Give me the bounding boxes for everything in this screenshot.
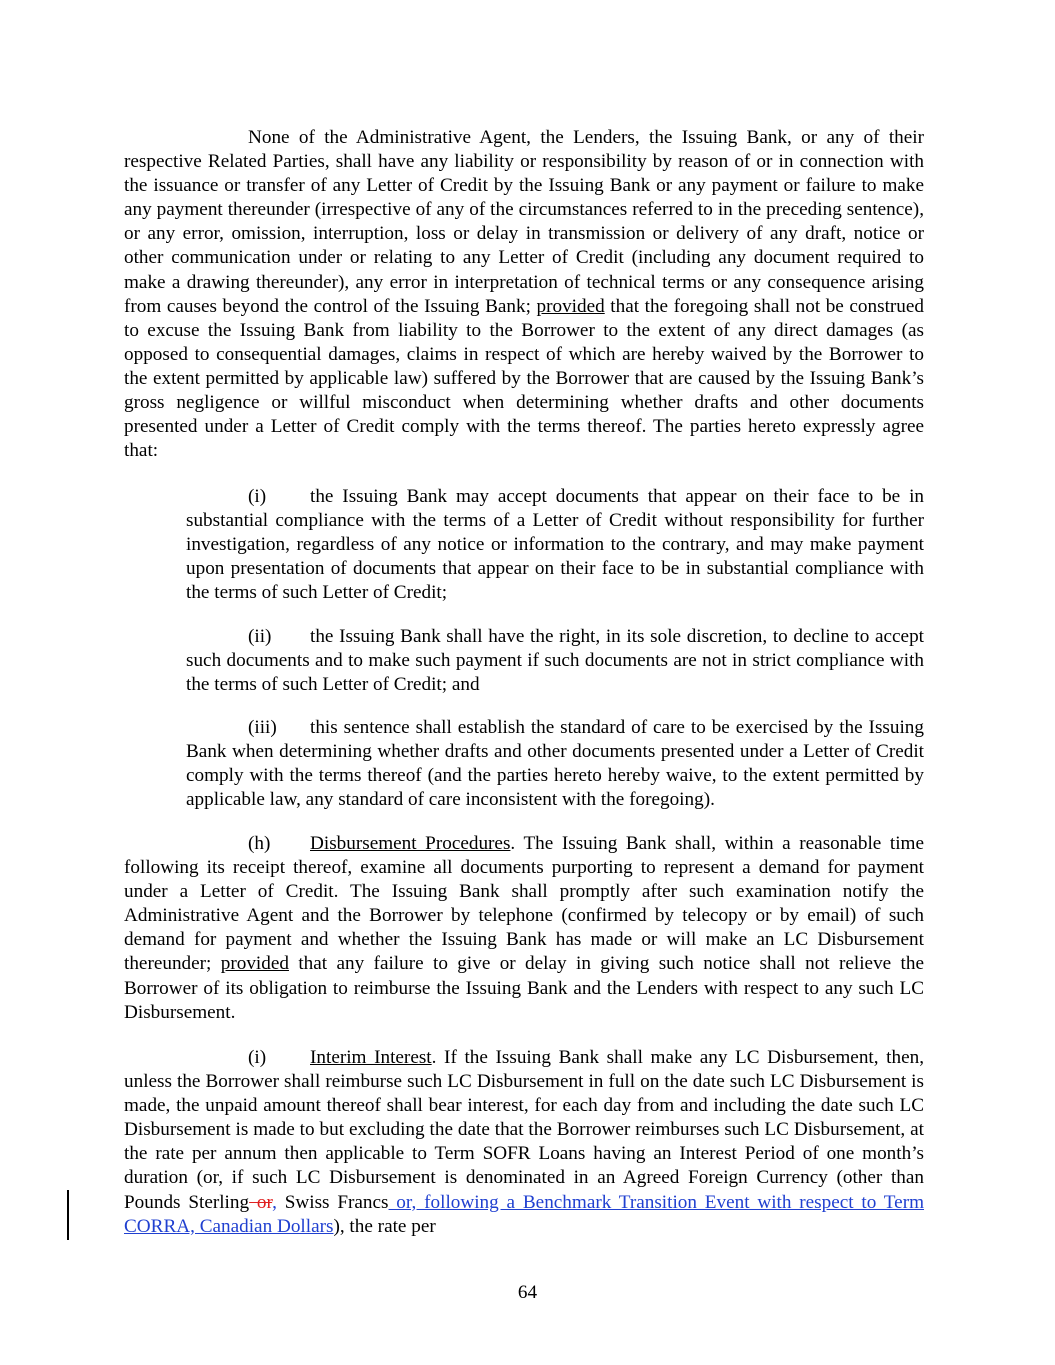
liability-text-a: None of the Administrative Agent, the Lenders, the Issuing Bank, or any of their respective Related Parties, shall have any liability or responsibility by reason of or in connection with the issuance or transfer of any Letter of Credit by the Issuing Bank or any payment or failure to make any payment thereunder (irrespective of any of the circumstances referred to in the preceding sentence), or any error, omission, interruption, loss or delay in transmission or delivery of any draft, notice or other communication under or relating to any Letter of Credit (including any document required to make a drawing thereunder), any error in interpretation of technical terms or any consequence arising from causes beyond the control of the Issuing Bank; xyxy=(124,127,924,317)
section-h-provided-term: provided xyxy=(220,953,289,975)
revision-change-bar xyxy=(67,1190,69,1240)
page-number: 64 xyxy=(517,1282,538,1303)
section-i-text-c: ), the rate per xyxy=(333,1215,436,1237)
provided-term: provided xyxy=(536,295,605,317)
inserted-comma: , xyxy=(272,1191,277,1213)
clause-ii-text: the Issuing Bank shall have the right, in its sole discretion, to decline to accept such documents and to make such payment if such documents are not in strict compliance with the terms of such Letter of Credit; and xyxy=(186,626,924,696)
section-h-heading: Disbursement Procedures xyxy=(310,833,511,854)
inserted-clause: or, following a Benchmark Transition Event with respect to Term CORRA, Canadian Dollars xyxy=(124,1191,925,1237)
liability-paragraph xyxy=(124,126,924,463)
deleted-text: or xyxy=(249,1191,273,1213)
clause-ii xyxy=(186,625,924,697)
clause-iii-text: this sentence shall establish the standard of care to be exercised by the Issuing Bank when determining whether drafts and other documents presented under a Letter of Credit comply with the terms thereof (and the parties hereto hereby waive, to the extent permitted by applicable law, any standard of care inconsistent with the foregoing). xyxy=(186,717,924,811)
clause-i-text: the Issuing Bank may accept documents that appear on their face to be in substantial compliance with the terms of a Letter of Credit without responsibility for further investigation, regardless of any notice or information to the contrary, and may make payment upon presentation of documents that appear on their face to be in substantial compliance with the terms of such Letter of Credit; xyxy=(186,486,924,604)
clause-iii xyxy=(186,716,924,812)
section-i-interim-interest xyxy=(124,1046,924,1239)
section-i-number: (i) xyxy=(248,1047,267,1068)
section-h-text-a: . The Issuing Bank shall, within a reasonable time following its receipt thereof, examine all documents purporting to represent a demand for payment under a Letter of Credit. The Issuing Bank shall promptly after such examination notify the Administrative Agent and the Borrower by telephone (confirmed by telecopy or by email) of such demand for payment and whether the Issuing Bank has made or will make an LC Disbursement thereunder; xyxy=(124,833,924,975)
section-i-heading: Interim Interest xyxy=(310,1047,432,1068)
section-h-text-b: that any failure to give or delay in giving such notice shall not relieve the Borrower of its obligation to reimburse the Issuing Bank and the Lenders with respect to any such LC Disbursement. xyxy=(124,953,924,1023)
section-h-number: (h) xyxy=(248,833,271,854)
liability-text-b: that the foregoing shall not be construed to excuse the Issuing Bank from liability to the Borrower to the extent of any direct damages (as opposed to consequential damages, claims in respect of which are hereby waived by the Borrower to the extent permitted by applicable law) suffered by the Borrower that are caused by the Issuing Bank’s gross negligence or willful misconduct when determining whether drafts and other documents presented under a Letter of Credit comply with the terms thereof. The parties hereto expressly agree that: xyxy=(124,295,924,462)
clause-ii-number: (ii) xyxy=(248,626,272,647)
clause-i-number: (i) xyxy=(248,486,267,507)
clause-iii-number: (iii) xyxy=(248,717,277,738)
section-i-text-b: Swiss Francs xyxy=(276,1191,389,1213)
section-i-text-a: . If the Issuing Bank shall make any LC Disbursement, then, unless the Borrower shall reimburse such LC Disbursement in full on the date such LC Disbursement is made, the unpaid amount thereof shall bear interest, for each day from and including the date such LC Disbursement is made to but excluding the date that the Borrower reimburses such LC Disbursement, at the rate per annum then applicable to Term SOFR Loans having an Interest Period of one month’s duration (or, if such LC Disbursement is denominated in an Agreed Foreign Currency (other than Pounds Sterling xyxy=(124,1047,924,1213)
clause-i xyxy=(186,485,924,605)
section-h-disbursement-procedures xyxy=(124,832,924,1025)
